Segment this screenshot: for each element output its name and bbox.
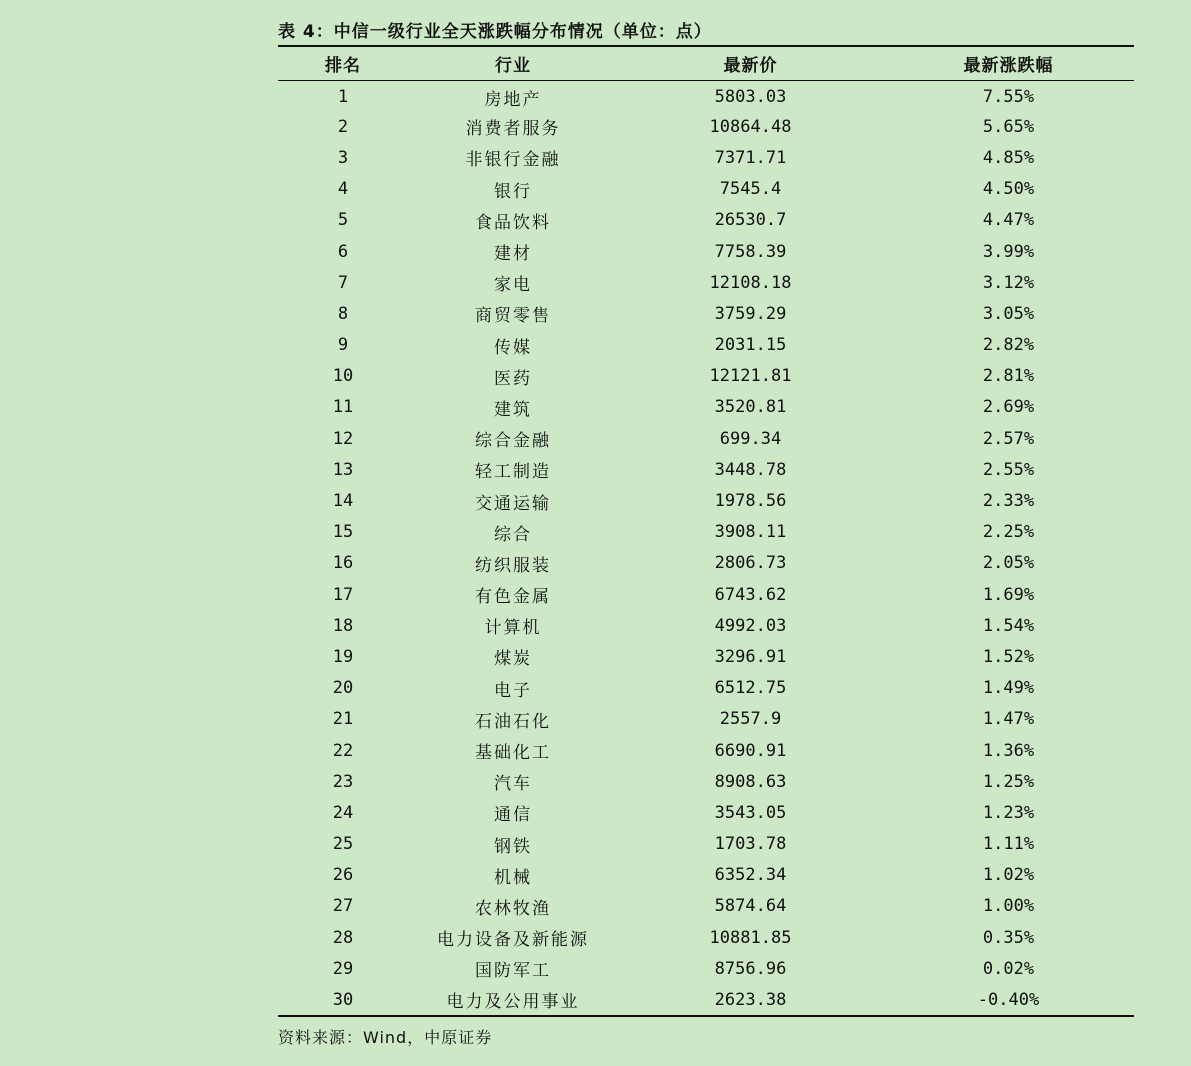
rank-cell: 18 [332, 615, 354, 636]
industry-cell: 交通运输 [475, 493, 551, 514]
change-cell: 2.81% [982, 366, 1035, 387]
header-latest-price: 最新价 [723, 55, 778, 76]
industry-cell: 电力及公用事业 [446, 992, 580, 1013]
change-cell: 2.57% [982, 428, 1035, 449]
rank-cell: 5 [337, 210, 349, 231]
rank-cell: 7 [337, 272, 349, 293]
industry-cell: 通信 [494, 805, 532, 826]
price-cell: 3759.29 [714, 303, 787, 324]
industry-cell: 石油石化 [475, 711, 551, 732]
industry-cell: 机械 [494, 867, 532, 888]
table-row [278, 361, 1134, 392]
price-cell: 2806.73 [714, 553, 787, 574]
industry-cell: 消费者服务 [465, 119, 561, 140]
rank-cell: 17 [332, 584, 354, 605]
table-row [278, 891, 1134, 922]
price-cell: 5803.03 [714, 87, 787, 108]
table-header [278, 46, 1134, 80]
change-cell: 1.00% [982, 896, 1035, 917]
industry-table-container [278, 45, 1134, 1017]
rank-cell: 26 [332, 865, 354, 886]
price-cell: 7758.39 [714, 241, 787, 262]
rank-cell: 30 [332, 989, 354, 1010]
rank-cell: 28 [332, 927, 354, 948]
industry-cell: 建材 [494, 244, 532, 265]
industry-cell: 非银行金融 [465, 150, 561, 171]
rank-cell: 14 [332, 491, 354, 512]
rank-cell: 19 [332, 646, 354, 667]
price-cell: 4992.03 [714, 615, 787, 636]
table-row [278, 454, 1134, 485]
change-cell: 4.47% [982, 210, 1035, 231]
rank-cell: 27 [332, 896, 354, 917]
change-cell: 2.69% [982, 397, 1035, 418]
change-cell: 2.82% [982, 335, 1035, 356]
price-cell: 1978.56 [714, 491, 787, 512]
rank-cell: 22 [332, 740, 354, 761]
industry-cell: 房地产 [484, 89, 542, 110]
change-cell: 3.05% [982, 303, 1035, 324]
table-row [278, 610, 1134, 641]
change-cell: -0.40% [977, 989, 1040, 1010]
change-cell: 1.69% [982, 584, 1035, 605]
change-cell: 5.65% [982, 116, 1035, 137]
price-cell: 6690.91 [714, 740, 787, 761]
change-cell: 4.50% [982, 179, 1035, 200]
change-cell: 1.25% [982, 771, 1035, 792]
table-row [278, 641, 1134, 672]
table-body [278, 80, 1134, 1016]
price-cell: 2623.38 [714, 989, 787, 1010]
change-cell: 0.35% [982, 927, 1035, 948]
change-cell: 1.02% [982, 865, 1035, 886]
industry-cell: 煤炭 [494, 649, 532, 670]
change-cell: 1.49% [982, 678, 1035, 699]
table-row [278, 267, 1134, 298]
change-cell: 4.85% [982, 147, 1035, 168]
rank-cell: 3 [337, 147, 349, 168]
price-cell: 12121.81 [709, 366, 792, 387]
industry-cell: 综合 [494, 524, 532, 545]
price-cell: 3296.91 [714, 646, 787, 667]
change-cell: 2.55% [982, 459, 1035, 480]
price-cell: 8908.63 [714, 771, 787, 792]
change-cell: 1.52% [982, 646, 1035, 667]
industry-cell: 电力设备及新能源 [437, 930, 589, 951]
table-row [278, 579, 1134, 610]
price-cell: 10881.85 [709, 927, 792, 948]
table-row [278, 797, 1134, 828]
industry-cell: 医药 [494, 368, 532, 389]
industry-cell: 钢铁 [494, 836, 532, 857]
price-cell: 7545.4 [719, 179, 782, 200]
table-row [278, 766, 1134, 797]
rank-cell: 16 [332, 553, 354, 574]
price-cell: 3543.05 [714, 802, 787, 823]
table-row [278, 829, 1134, 860]
rank-cell: 6 [337, 241, 349, 262]
change-cell: 0.02% [982, 958, 1035, 979]
price-cell: 2031.15 [714, 335, 787, 356]
industry-cell: 家电 [494, 275, 532, 296]
rank-cell: 23 [332, 771, 354, 792]
table-row [278, 298, 1134, 329]
change-cell: 1.54% [982, 615, 1035, 636]
table-row [278, 236, 1134, 267]
change-cell: 2.33% [982, 491, 1035, 512]
header-rank: 排名 [325, 55, 361, 76]
change-cell: 1.11% [982, 834, 1035, 855]
table-row [278, 704, 1134, 735]
rank-cell: 9 [337, 335, 349, 356]
table-row [278, 984, 1134, 1015]
change-cell: 1.23% [982, 802, 1035, 823]
industry-cell: 食品饮料 [475, 212, 551, 233]
industry-cell: 建筑 [494, 399, 532, 420]
industry-cell: 综合金融 [475, 431, 551, 452]
rank-cell: 25 [332, 834, 354, 855]
price-cell: 7371.71 [714, 147, 787, 168]
table-row [278, 423, 1134, 454]
price-cell: 12108.18 [709, 272, 792, 293]
price-cell: 5874.64 [714, 896, 787, 917]
rank-cell: 11 [332, 397, 354, 418]
table-row [278, 953, 1134, 984]
price-cell: 3520.81 [714, 397, 787, 418]
price-cell: 6512.75 [714, 678, 787, 699]
table-row [278, 174, 1134, 205]
rank-cell: 4 [337, 179, 349, 200]
industry-cell: 商贸零售 [475, 306, 551, 327]
table-row [278, 922, 1134, 953]
industry-cell: 纺织服装 [475, 555, 551, 576]
header-latest-change: 最新涨跌幅 [963, 55, 1054, 76]
price-cell: 6352.34 [714, 865, 787, 886]
change-cell: 2.05% [982, 553, 1035, 574]
rank-cell: 20 [332, 678, 354, 699]
price-cell: 10864.48 [709, 116, 792, 137]
change-cell: 7.55% [982, 87, 1035, 108]
change-cell: 1.47% [982, 709, 1035, 730]
table-row [278, 860, 1134, 891]
change-cell: 3.99% [982, 241, 1035, 262]
table-row [278, 80, 1134, 111]
header-row [278, 46, 1134, 80]
table-row [278, 392, 1134, 423]
price-cell: 3908.11 [714, 522, 787, 543]
rank-cell: 8 [337, 303, 349, 324]
table-row [278, 142, 1134, 173]
rank-cell: 1 [337, 87, 349, 108]
rank-cell: 21 [332, 709, 354, 730]
industry-cell: 计算机 [484, 618, 542, 639]
price-cell: 699.34 [719, 428, 782, 449]
rank-cell: 15 [332, 522, 354, 543]
industry-cell: 轻工制造 [475, 462, 551, 483]
rank-cell: 12 [332, 428, 354, 449]
source-note: 资料来源：Wind，中原证券 [278, 1028, 493, 1047]
table-row [278, 330, 1134, 361]
industry-cell: 银行 [494, 181, 532, 202]
rank-cell: 2 [337, 116, 349, 137]
industry-performance-table [278, 45, 1134, 1017]
industry-cell: 传媒 [494, 337, 532, 358]
price-cell: 3448.78 [714, 459, 787, 480]
header-industry: 行业 [495, 55, 531, 76]
table-row [278, 673, 1134, 704]
price-cell: 1703.78 [714, 834, 787, 855]
table-row [278, 485, 1134, 516]
rank-cell: 24 [332, 802, 354, 823]
table-row [278, 205, 1134, 236]
table-row [278, 548, 1134, 579]
industry-cell: 汽车 [494, 774, 532, 795]
table-row [278, 111, 1134, 142]
industry-cell: 农林牧渔 [475, 898, 551, 919]
industry-cell: 基础化工 [475, 743, 551, 764]
table-row [278, 517, 1134, 548]
rank-cell: 29 [332, 958, 354, 979]
industry-cell: 电子 [494, 680, 532, 701]
rank-cell: 13 [332, 459, 354, 480]
price-cell: 8756.96 [714, 958, 787, 979]
price-cell: 2557.9 [719, 709, 782, 730]
rank-cell: 10 [332, 366, 354, 387]
price-cell: 26530.7 [714, 210, 787, 231]
change-cell: 1.36% [982, 740, 1035, 761]
table-row [278, 735, 1134, 766]
table-title: 表 4：中信一级行业全天涨跌幅分布情况（单位：点） [278, 22, 712, 42]
change-cell: 3.12% [982, 272, 1035, 293]
change-cell: 2.25% [982, 522, 1035, 543]
industry-cell: 国防军工 [475, 961, 551, 982]
industry-cell: 有色金属 [475, 587, 551, 608]
price-cell: 6743.62 [714, 584, 787, 605]
